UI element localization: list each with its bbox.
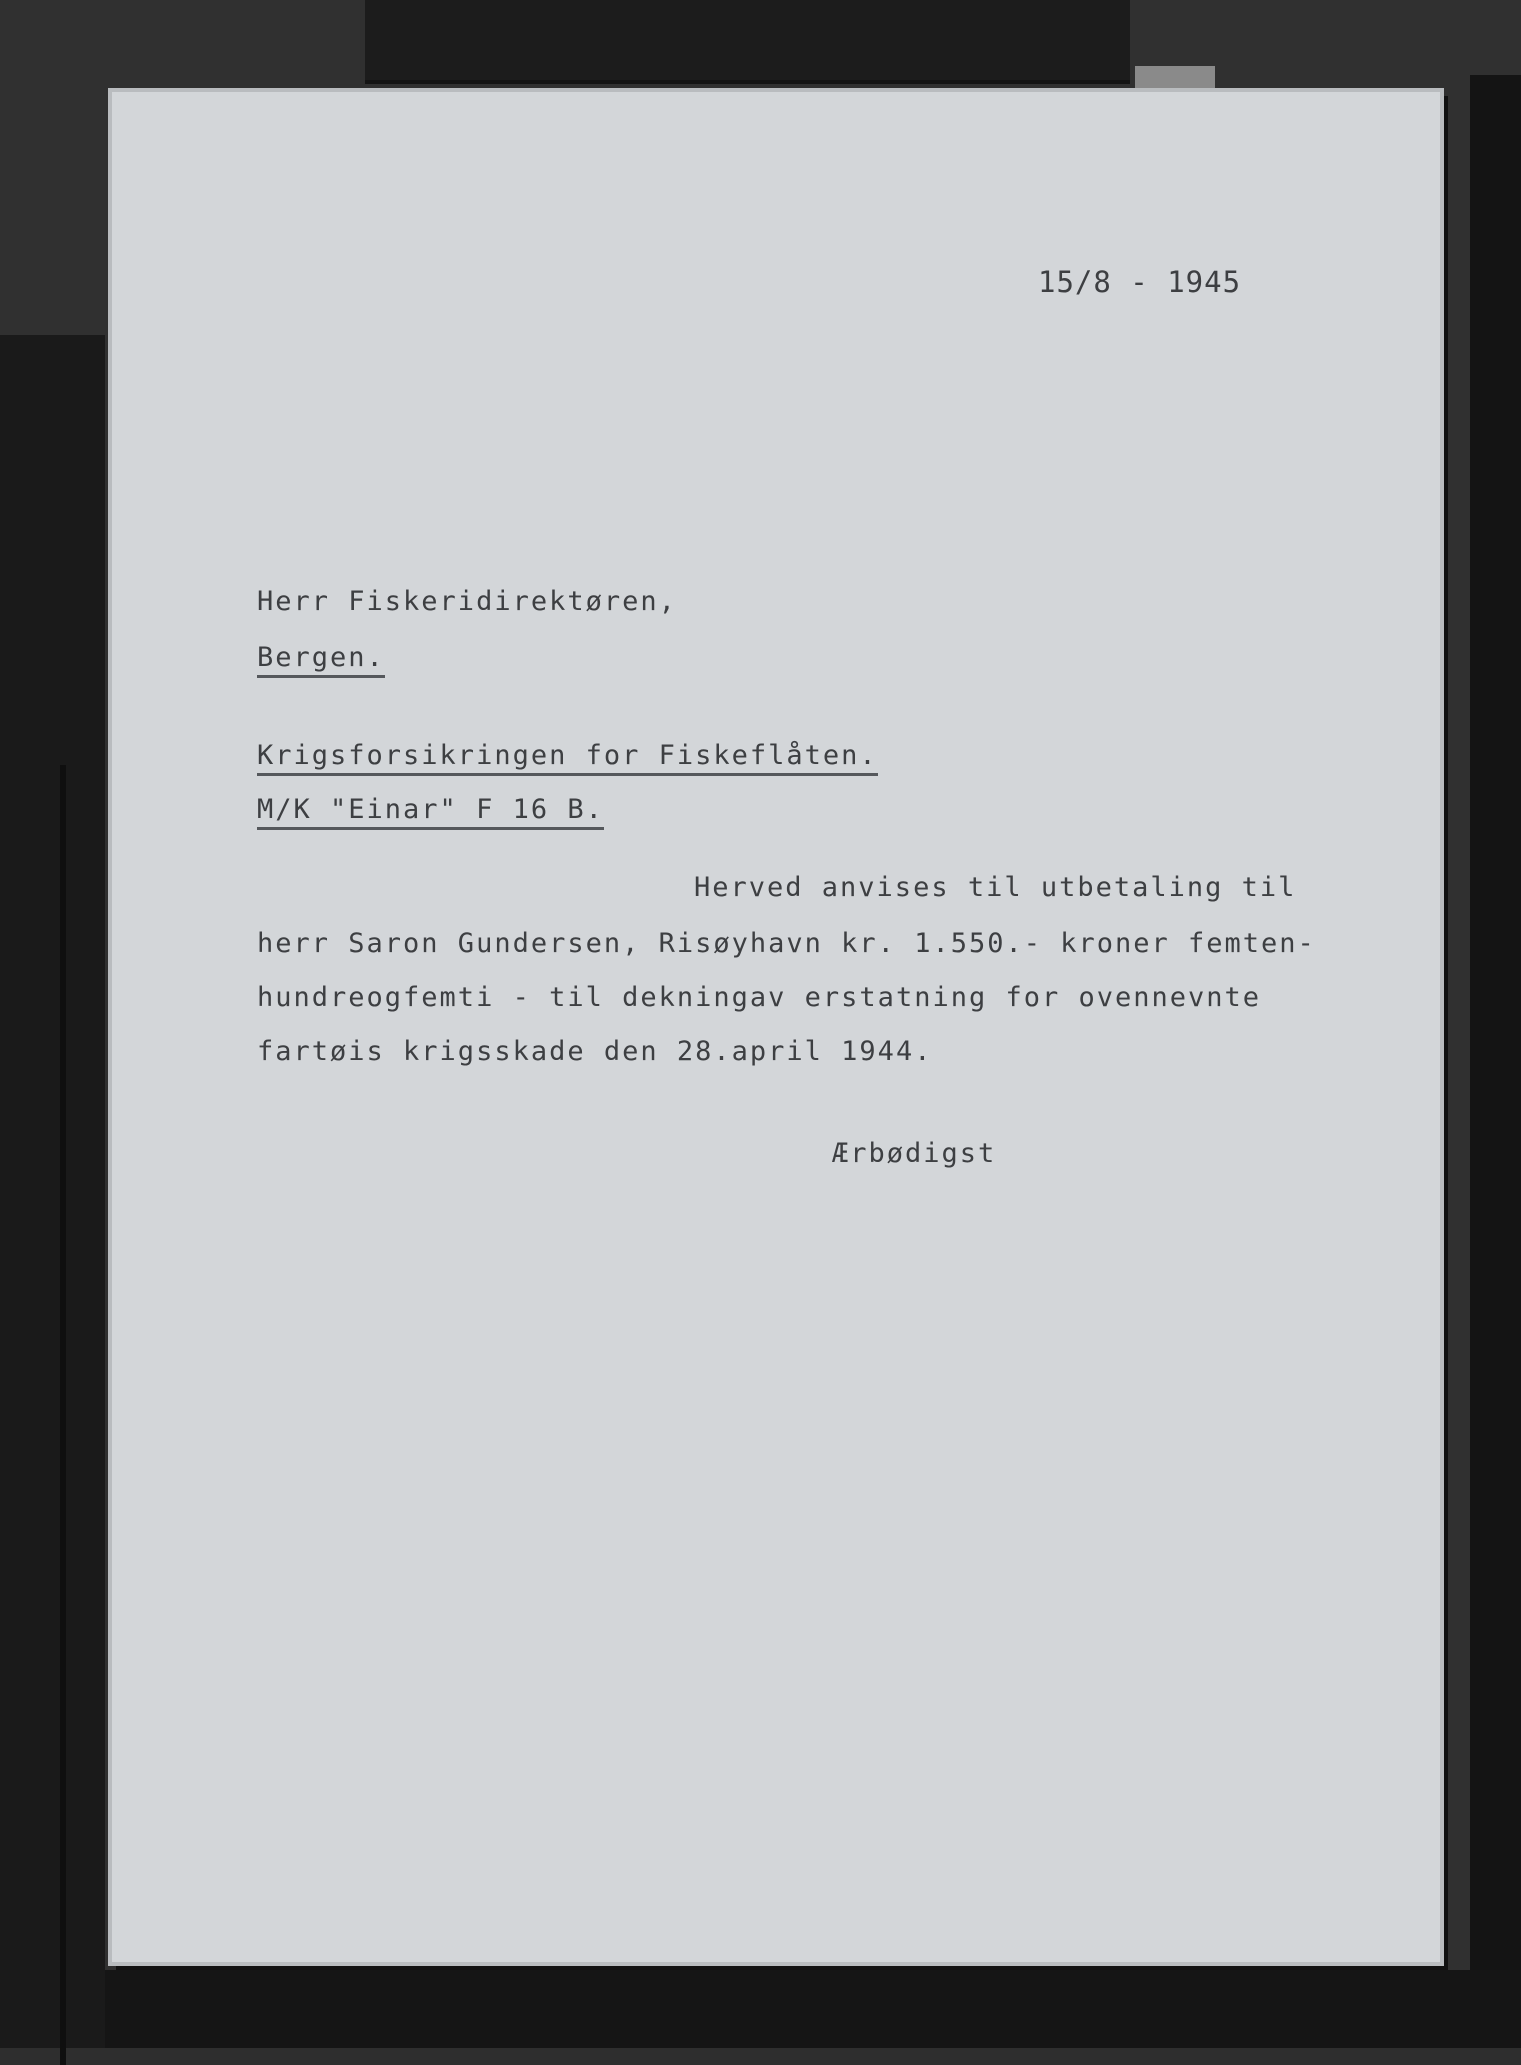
backing-board-groove: [60, 765, 66, 2065]
subject-line-2: [257, 794, 604, 825]
body-line-4: fartøis krigsskade den 28.april 1944.: [257, 1036, 933, 1067]
subject-line-1: [257, 740, 878, 771]
letter-page: [112, 92, 1440, 1962]
recipient-line: Herr Fiskeridirektøren,: [257, 586, 677, 617]
recipient-city-text: Bergen.: [257, 642, 385, 678]
binder-clip-edge: [1135, 66, 1215, 88]
body-line-1: Herved anvises til utbetaling til: [694, 872, 1297, 903]
closing-salutation: Ærbødigst: [832, 1138, 997, 1169]
subject-line-1-text: Krigsforsikringen for Fiskeflåten.: [257, 740, 878, 776]
body-line-2: herr Saron Gundersen, Risøyhavn kr. 1.550.- kroner femten-: [257, 928, 1316, 959]
left-backing-board: [0, 335, 105, 2048]
bottom-backing-board: [105, 1970, 1521, 2048]
letter-date: 15/8 - 1945: [1038, 265, 1242, 299]
recipient-city: [257, 642, 385, 673]
subject-line-2-text: M/K "Einar" F 16 B.: [257, 794, 604, 830]
right-backing-board: [1470, 75, 1521, 2048]
body-line-3: hundreogfemti - til dekningav erstatning for ovennevnte: [257, 982, 1262, 1013]
binder-clip: [365, 0, 1130, 84]
